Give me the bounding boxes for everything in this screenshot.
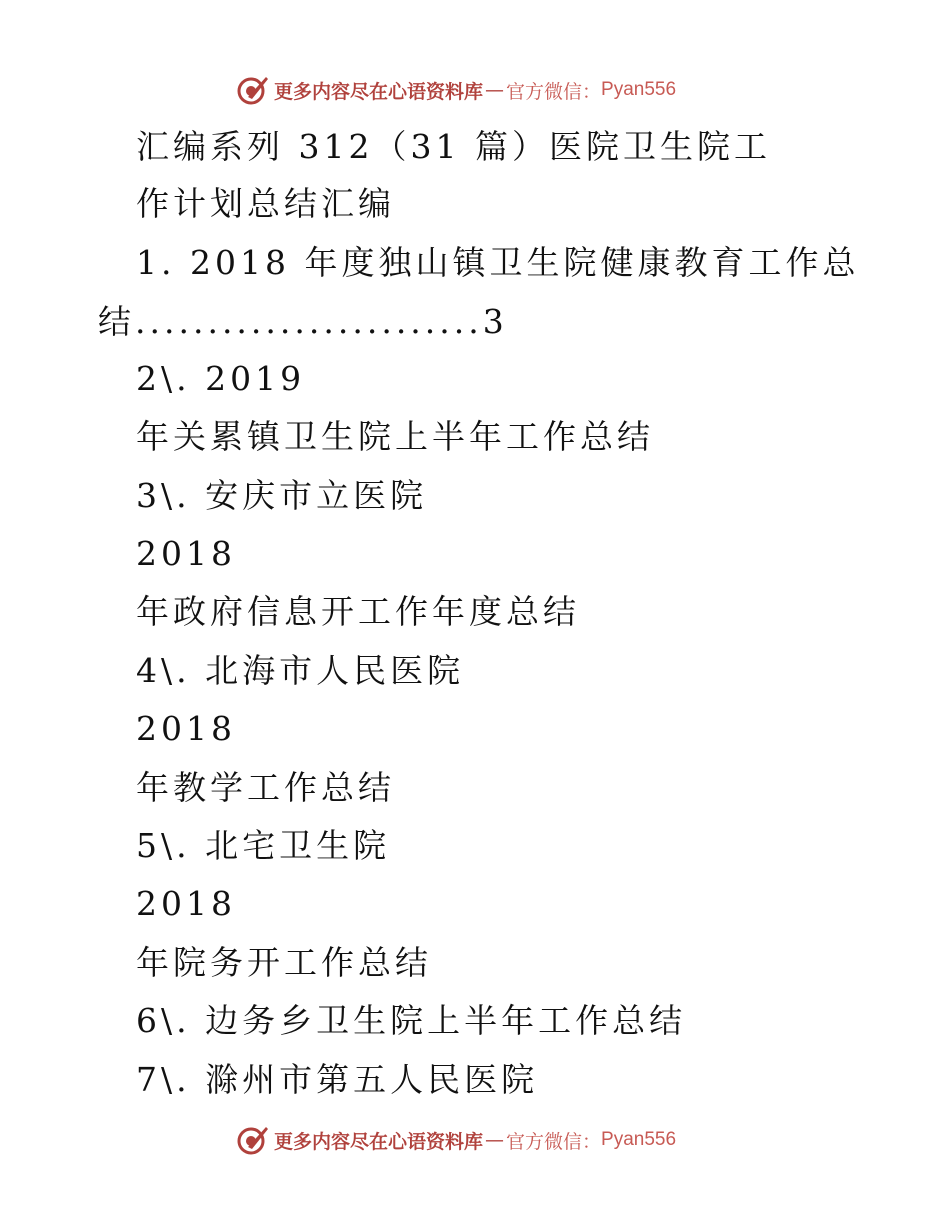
toc-line: 5\. 北宅卫生院 — [136, 826, 391, 865]
toc-line: 2\. 2019 — [136, 359, 306, 398]
document-title-line-2: 作计划总结汇编 — [136, 184, 395, 223]
toc-line: 4\. 北海市人民医院 — [136, 651, 465, 690]
toc-line: 年教学工作总结 — [136, 768, 395, 807]
promo-text: 更多内容尽在心语资料库 — [274, 80, 484, 103]
footer-banner — [236, 1122, 676, 1158]
feather-pen-logo-icon — [236, 1123, 270, 1157]
wechat-id: Pyan556 — [601, 79, 677, 100]
toc-line: 1. 2018 年度独山镇卫生院健康教育工作总 — [136, 243, 860, 282]
banner-dash: — — [485, 79, 505, 101]
toc-line: 2018 — [136, 884, 236, 923]
wechat-label: 官方微信： — [506, 1130, 602, 1153]
header-banner — [236, 72, 676, 108]
toc-line: 2018 — [136, 709, 236, 748]
feather-pen-logo-icon — [236, 73, 270, 107]
promo-text: 更多内容尽在心语资料库 — [274, 1130, 484, 1153]
toc-line: 3\. 安庆市立医院 — [136, 476, 428, 515]
wechat-label: 官方微信： — [506, 80, 602, 103]
toc-line: 7\. 滁州市第五人民医院 — [136, 1060, 539, 1099]
toc-line: 结........................3 — [98, 302, 508, 341]
toc-line: 2018 — [136, 534, 236, 573]
toc-line: 年政府信息开工作年度总结 — [136, 592, 580, 631]
toc-line: 6\. 边务乡卫生院上半年工作总结 — [136, 1001, 687, 1040]
document-title-line-1: 汇编系列 312（31 篇）医院卫生院工 — [136, 127, 771, 166]
banner-dash: — — [485, 1129, 505, 1151]
wechat-id: Pyan556 — [601, 1129, 677, 1150]
toc-line: 年院务开工作总结 — [136, 943, 432, 982]
toc-line: 年关累镇卫生院上半年工作总结 — [136, 417, 654, 456]
